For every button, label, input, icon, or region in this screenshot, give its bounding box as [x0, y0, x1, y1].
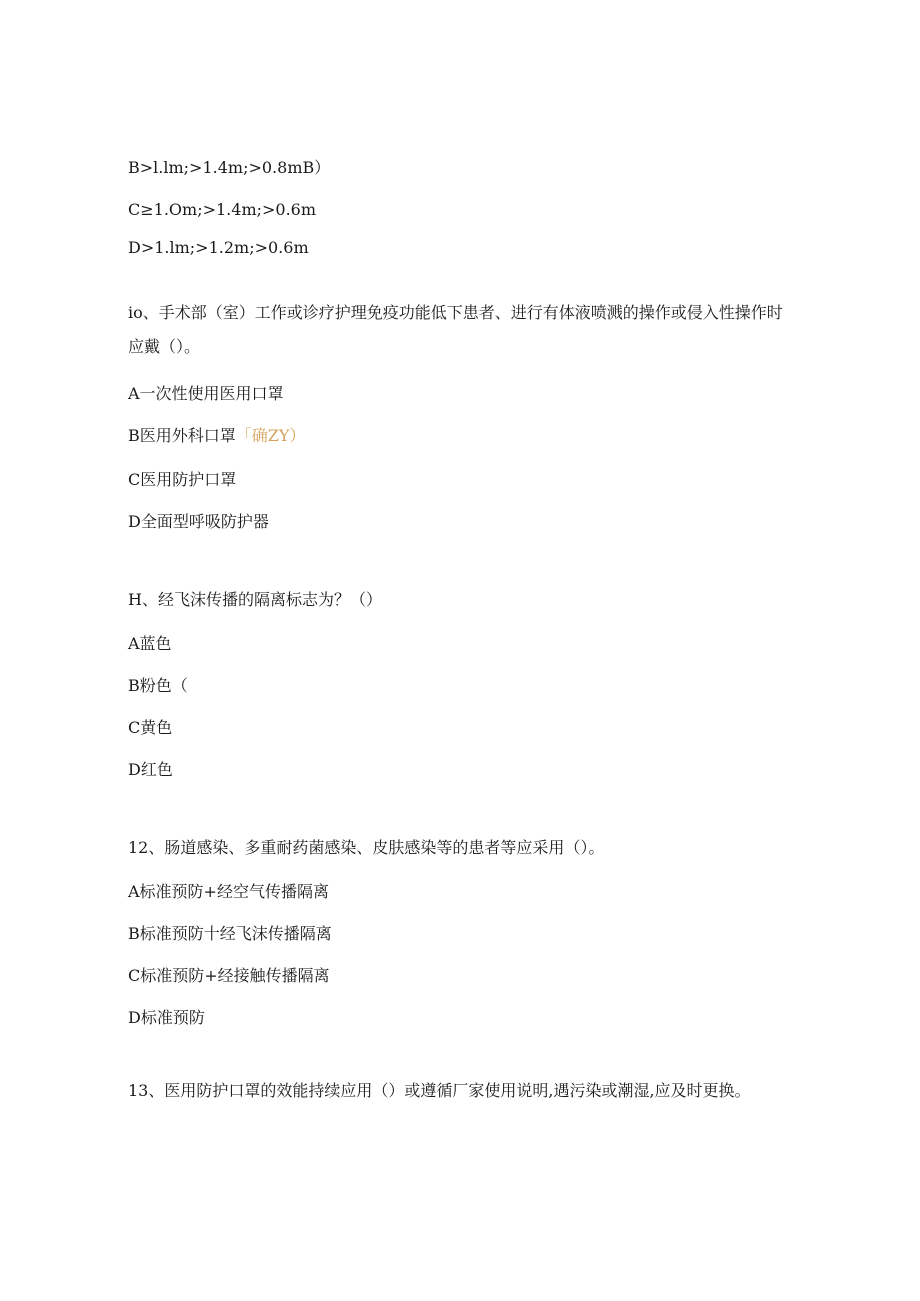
q11-option-b: B粉色（ — [128, 676, 188, 695]
q11-option-d: D红色 — [128, 760, 173, 779]
q11-option-a: A蓝色 — [128, 634, 172, 653]
q12-option-a: A标准预防+经空气传播隔离 — [128, 882, 329, 901]
q9-option-c: C≥1.Om;>1.4m;>0.6m — [128, 200, 317, 219]
q10-option-b — [128, 426, 305, 446]
q13-question: 13、医用防护口罩的效能持续应用（）或遵循厂家使用说明,遇污染或潮湿,应及时更换。 — [128, 1081, 751, 1100]
q12-question: 12、肠道感染、多重耐药菌感染、皮肤感染等的患者等应采用（）。 — [128, 838, 605, 857]
q10-option-b-text: B医用外科口罩 — [128, 426, 236, 445]
q12-option-c: C标准预防+经接触传播隔离 — [128, 966, 330, 985]
q10-option-d: D全面型呼吸防护器 — [128, 512, 269, 531]
q9-option-b: B>l.lm;>1.4m;>0.8mB） — [128, 158, 331, 177]
q10-question: io、手术部（室）工作或诊疗护理免疫功能低下患者、进行有体液喷溅的操作或侵入性操作时应戴（）。 — [128, 303, 783, 356]
q9-option-d: D>1.lm;>1.2m;>0.6m — [128, 238, 309, 257]
q10-answer-hint: 「确ZY） — [235, 426, 306, 445]
q10-option-a: A一次性使用医用口罩 — [128, 384, 284, 403]
q10-option-c: C医用防护口罩 — [128, 470, 237, 489]
q11-option-c: C黄色 — [128, 718, 173, 737]
q12-option-b: B标准预防十经飞沫传播隔离 — [128, 924, 332, 943]
q12-option-d: D标准预防 — [128, 1008, 205, 1027]
q11-question: H、经飞沫传播的隔离标志为？（） — [128, 590, 382, 609]
